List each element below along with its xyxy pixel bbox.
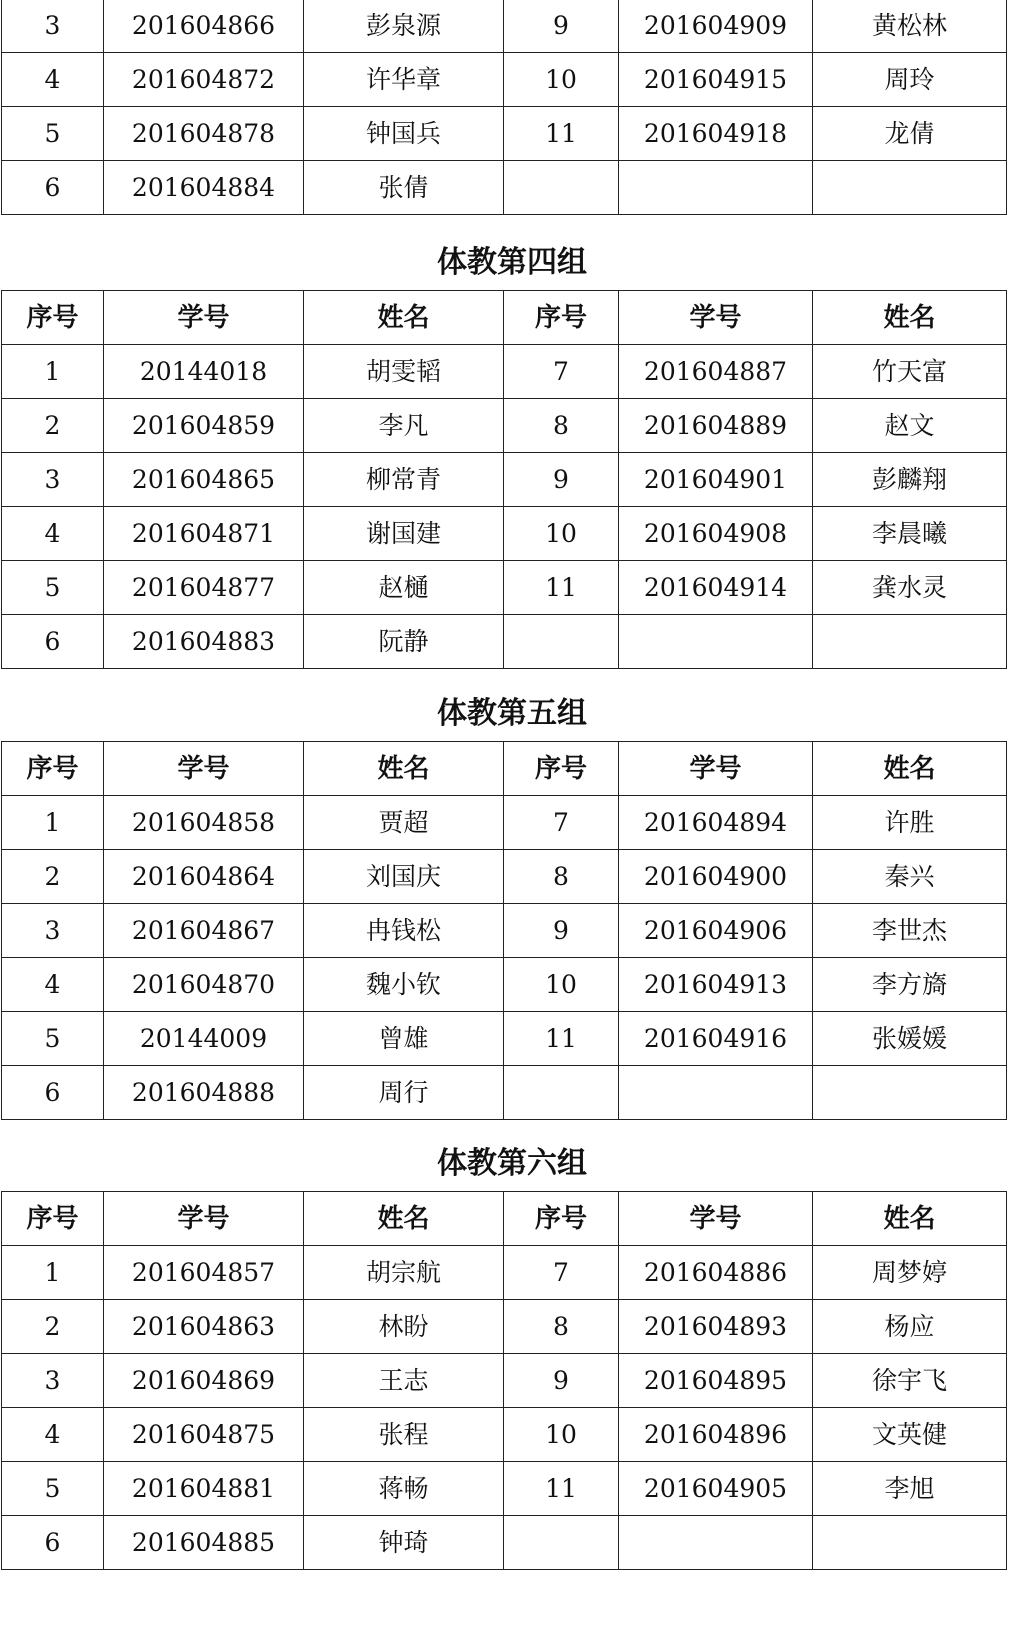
student-id-right-cell: 201604894 [619,796,813,850]
name-right-cell: 李方旖 [813,958,1007,1012]
seq-left-cell: 6 [2,1066,104,1120]
name-left-cell: 周行 [304,1066,504,1120]
table-row [2,904,1007,958]
header-name-right: 姓名 [813,742,1007,796]
name-right-cell: 李旭 [813,1462,1007,1516]
table-row [2,453,1007,507]
table-row [2,1408,1007,1462]
name-left-cell: 贾超 [304,796,504,850]
seq-right-cell: 9 [504,1354,619,1408]
student-id-left-cell: 201604869 [104,1354,304,1408]
student-id-right-cell: 201604889 [619,399,813,453]
seq-left-cell: 1 [2,345,104,399]
seq-right-cell: 11 [504,1462,619,1516]
name-right-cell: 彭麟翔 [813,453,1007,507]
name-right-cell: 龚水灵 [813,561,1007,615]
seq-right-cell: 7 [504,796,619,850]
seq-left-cell: 5 [2,1012,104,1066]
group-three-table-continued [1,0,1007,215]
table-row [2,1462,1007,1516]
seq-left-cell: 6 [2,161,104,215]
seq-right-cell: 11 [504,107,619,161]
header-seq-left: 序号 [2,742,104,796]
name-left-cell: 张倩 [304,161,504,215]
header-name-left: 姓名 [304,1192,504,1246]
seq-right-cell: 10 [504,958,619,1012]
group-six-table [1,1191,1007,1570]
seq-right-cell: 8 [504,1300,619,1354]
table-row [2,850,1007,904]
header-student-id-right: 学号 [619,291,813,345]
name-left-cell: 柳常青 [304,453,504,507]
student-id-right-cell: 201604906 [619,904,813,958]
name-right-cell: 文英健 [813,1408,1007,1462]
seq-left-cell: 3 [2,0,104,53]
table-row [2,53,1007,107]
student-id-left-cell: 201604866 [104,0,304,53]
student-id-left-cell: 201604857 [104,1246,304,1300]
name-left-cell: 曾雄 [304,1012,504,1066]
name-left-cell: 谢国建 [304,507,504,561]
student-id-right-cell: 201604905 [619,1462,813,1516]
student-id-left-cell: 201604871 [104,507,304,561]
header-name-right: 姓名 [813,1192,1007,1246]
student-id-right-cell: 201604918 [619,107,813,161]
student-id-left-cell: 201604865 [104,453,304,507]
table-row [2,1012,1007,1066]
name-left-cell: 张程 [304,1408,504,1462]
table-row [2,345,1007,399]
header-student-id-right: 学号 [619,742,813,796]
student-id-left-cell: 201604858 [104,796,304,850]
name-right-cell: 竹天富 [813,345,1007,399]
seq-right-cell [504,615,619,669]
name-left-cell: 林盼 [304,1300,504,1354]
student-id-right-cell: 201604913 [619,958,813,1012]
table-row [2,958,1007,1012]
student-id-left-cell: 201604875 [104,1408,304,1462]
seq-right-cell: 8 [504,399,619,453]
name-left-cell: 魏小钦 [304,958,504,1012]
seq-left-cell: 4 [2,958,104,1012]
student-id-right-cell: 201604893 [619,1300,813,1354]
header-seq-right: 序号 [504,291,619,345]
student-id-left-cell: 20144009 [104,1012,304,1066]
name-left-cell: 胡宗航 [304,1246,504,1300]
seq-right-cell: 11 [504,561,619,615]
name-left-cell: 阮静 [304,615,504,669]
name-right-cell: 赵文 [813,399,1007,453]
name-right-cell: 黄松林 [813,0,1007,53]
student-id-right-cell [619,1066,813,1120]
student-id-right-cell [619,1516,813,1570]
name-right-cell [813,1516,1007,1570]
group-five-title: 体教第五组 [437,696,587,731]
name-left-cell: 许华章 [304,53,504,107]
seq-left-cell: 3 [2,453,104,507]
student-id-left-cell: 201604872 [104,53,304,107]
student-id-left-cell: 20144018 [104,345,304,399]
table-row [2,796,1007,850]
table-header-row [2,291,1007,345]
group-five-table [1,741,1007,1120]
seq-left-cell: 5 [2,107,104,161]
seq-right-cell: 10 [504,1408,619,1462]
student-id-right-cell: 201604914 [619,561,813,615]
seq-right-cell [504,1516,619,1570]
name-left-cell: 赵樋 [304,561,504,615]
seq-left-cell: 4 [2,1408,104,1462]
header-student-id-right: 学号 [619,1192,813,1246]
seq-left-cell: 3 [2,904,104,958]
table-row [2,399,1007,453]
name-right-cell: 周梦婷 [813,1246,1007,1300]
name-left-cell: 刘国庆 [304,850,504,904]
seq-right-cell: 9 [504,0,619,53]
student-id-right-cell: 201604915 [619,53,813,107]
name-left-cell: 钟国兵 [304,107,504,161]
seq-right-cell [504,1066,619,1120]
name-left-cell: 王志 [304,1354,504,1408]
name-left-cell: 钟琦 [304,1516,504,1570]
student-id-left-cell: 201604881 [104,1462,304,1516]
student-id-right-cell: 201604896 [619,1408,813,1462]
name-right-cell: 秦兴 [813,850,1007,904]
seq-right-cell [504,161,619,215]
header-name-left: 姓名 [304,742,504,796]
student-id-right-cell [619,161,813,215]
name-left-cell: 胡雯韬 [304,345,504,399]
table-header-row [2,1192,1007,1246]
name-right-cell: 周玲 [813,53,1007,107]
student-id-right-cell: 201604909 [619,0,813,53]
table-row [2,1246,1007,1300]
name-right-cell: 李晨曦 [813,507,1007,561]
name-left-cell: 蒋畅 [304,1462,504,1516]
table-row [2,107,1007,161]
seq-left-cell: 5 [2,1462,104,1516]
seq-right-cell: 9 [504,904,619,958]
name-right-cell: 杨应 [813,1300,1007,1354]
seq-right-cell: 10 [504,507,619,561]
name-left-cell: 冉钱松 [304,904,504,958]
name-right-cell: 徐宇飞 [813,1354,1007,1408]
student-id-left-cell: 201604884 [104,161,304,215]
table-row [2,0,1007,53]
seq-right-cell: 8 [504,850,619,904]
name-right-cell [813,1066,1007,1120]
seq-left-cell: 2 [2,850,104,904]
student-id-right-cell: 201604886 [619,1246,813,1300]
group-four-title: 体教第四组 [437,245,587,280]
name-right-cell [813,615,1007,669]
seq-left-cell: 1 [2,1246,104,1300]
header-seq-right: 序号 [504,742,619,796]
table-row [2,1516,1007,1570]
student-id-right-cell: 201604887 [619,345,813,399]
table-row [2,1300,1007,1354]
table-row [2,507,1007,561]
student-id-right-cell: 201604900 [619,850,813,904]
table-header-row [2,742,1007,796]
student-id-left-cell: 201604883 [104,615,304,669]
table-row [2,1066,1007,1120]
table-row [2,161,1007,215]
student-id-right-cell: 201604901 [619,453,813,507]
seq-right-cell: 9 [504,453,619,507]
header-seq-left: 序号 [2,1192,104,1246]
header-seq-left: 序号 [2,291,104,345]
student-id-right-cell: 201604916 [619,1012,813,1066]
group-six-title: 体教第六组 [437,1146,587,1181]
seq-left-cell: 6 [2,615,104,669]
student-id-left-cell: 201604870 [104,958,304,1012]
seq-left-cell: 2 [2,399,104,453]
seq-right-cell: 11 [504,1012,619,1066]
student-id-left-cell: 201604867 [104,904,304,958]
header-student-id-left: 学号 [104,1192,304,1246]
table-row [2,1354,1007,1408]
seq-left-cell: 2 [2,1300,104,1354]
name-right-cell: 李世杰 [813,904,1007,958]
name-right-cell [813,161,1007,215]
header-name-left: 姓名 [304,291,504,345]
seq-right-cell: 7 [504,345,619,399]
student-id-left-cell: 201604864 [104,850,304,904]
student-id-right-cell [619,615,813,669]
table-row [2,615,1007,669]
student-id-left-cell: 201604877 [104,561,304,615]
student-id-left-cell: 201604863 [104,1300,304,1354]
seq-left-cell: 4 [2,53,104,107]
seq-left-cell: 1 [2,796,104,850]
seq-right-cell: 10 [504,53,619,107]
student-id-right-cell: 201604895 [619,1354,813,1408]
seq-left-cell: 4 [2,507,104,561]
name-right-cell: 龙倩 [813,107,1007,161]
header-name-right: 姓名 [813,291,1007,345]
header-seq-right: 序号 [504,1192,619,1246]
table-row [2,561,1007,615]
seq-left-cell: 6 [2,1516,104,1570]
name-right-cell: 张媛媛 [813,1012,1007,1066]
seq-left-cell: 3 [2,1354,104,1408]
group-four-table [1,290,1007,669]
student-id-right-cell: 201604908 [619,507,813,561]
header-student-id-left: 学号 [104,742,304,796]
name-left-cell: 李凡 [304,399,504,453]
seq-left-cell: 5 [2,561,104,615]
student-id-left-cell: 201604878 [104,107,304,161]
student-id-left-cell: 201604888 [104,1066,304,1120]
name-left-cell: 彭泉源 [304,0,504,53]
name-right-cell: 许胜 [813,796,1007,850]
seq-right-cell: 7 [504,1246,619,1300]
student-id-left-cell: 201604859 [104,399,304,453]
student-id-left-cell: 201604885 [104,1516,304,1570]
header-student-id-left: 学号 [104,291,304,345]
